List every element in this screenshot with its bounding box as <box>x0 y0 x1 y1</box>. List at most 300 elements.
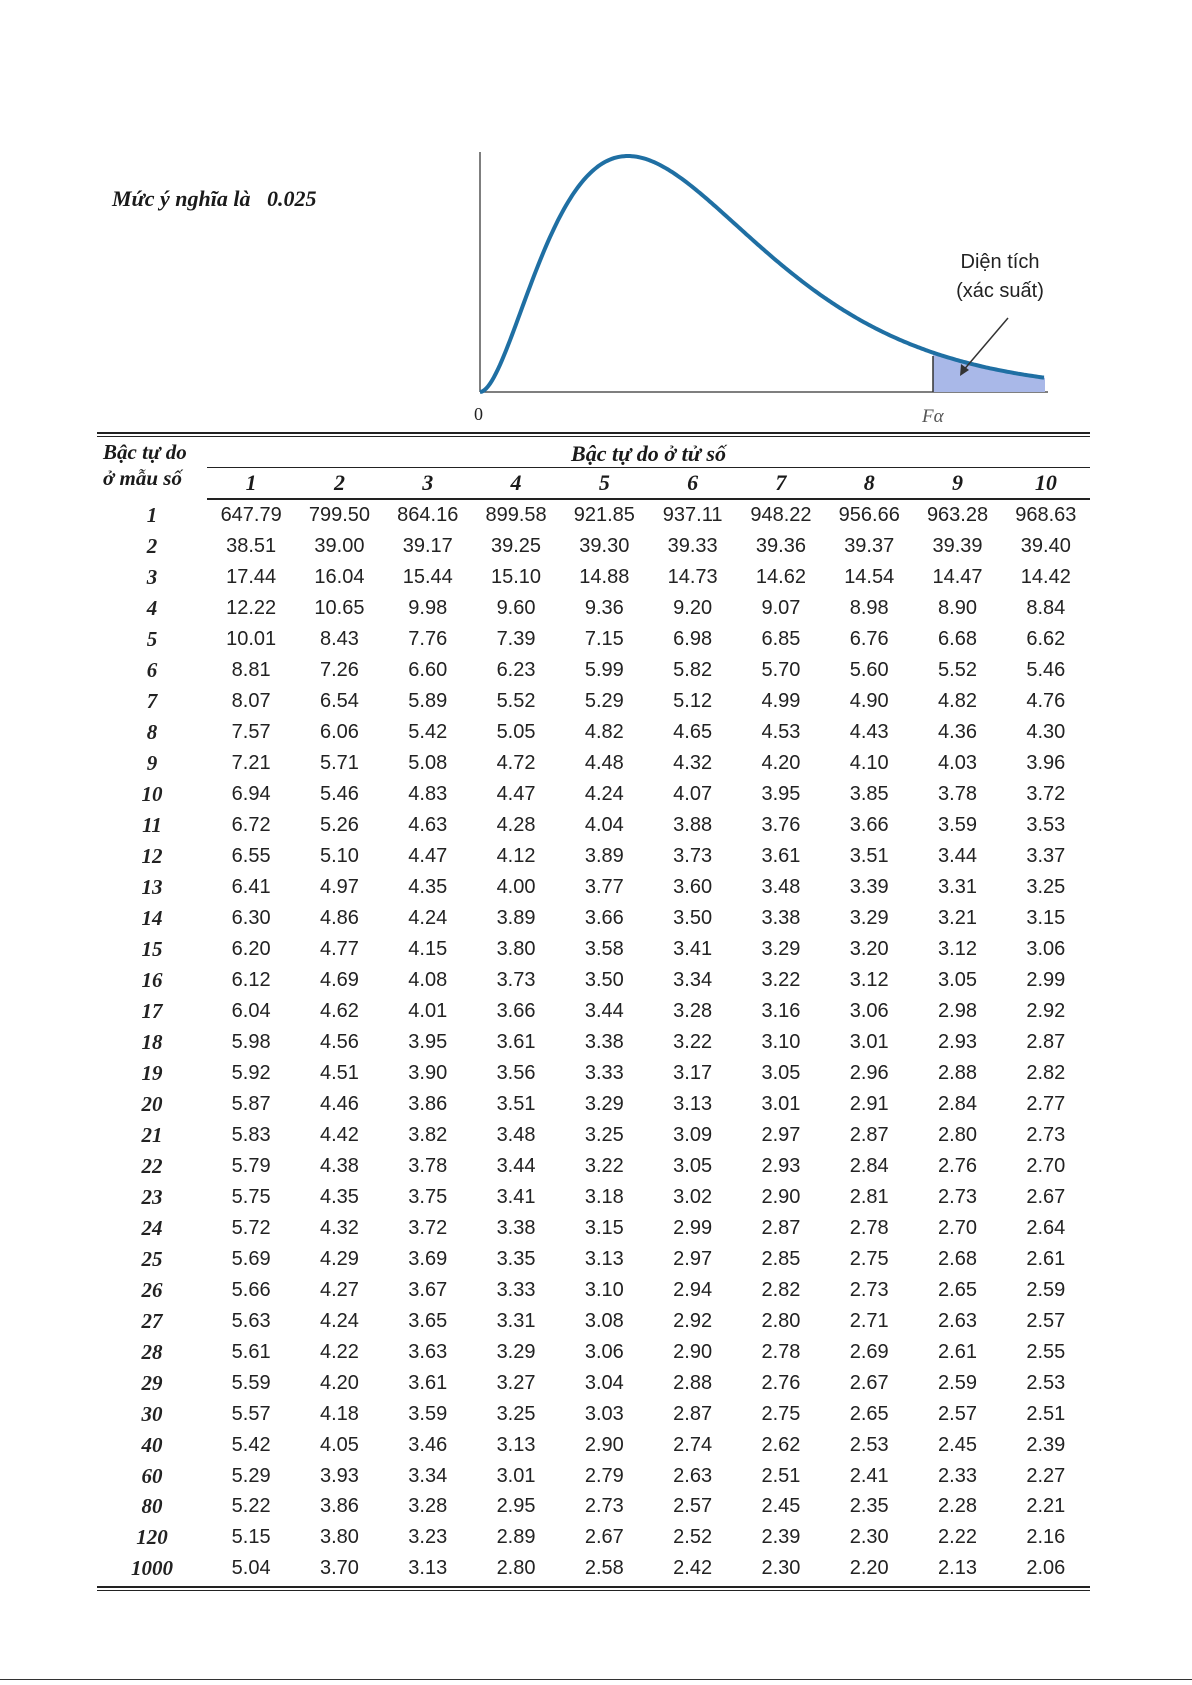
table-cell: 3.73 <box>496 969 536 992</box>
table-cell: 3.23 <box>408 1526 448 1549</box>
table-cell: 3.58 <box>584 938 624 961</box>
row-df-label: 40 <box>141 1432 163 1457</box>
table-cell: 3.85 <box>849 783 889 806</box>
table-cell: 3.10 <box>761 1030 801 1053</box>
table-cell: 3.72 <box>408 1216 448 1239</box>
table-row <box>97 841 1090 872</box>
table-cell: 7.39 <box>496 628 536 651</box>
table-cell: 3.59 <box>938 814 977 837</box>
table-cell: 7.15 <box>584 628 624 651</box>
area-label-line-2: (xác suất) <box>956 280 1044 302</box>
table-cell: 2.53 <box>849 1433 889 1456</box>
table-row <box>97 934 1090 965</box>
table-cell: 6.68 <box>938 628 977 651</box>
table-cell: 2.98 <box>938 999 977 1022</box>
table-cell: 3.80 <box>496 938 536 961</box>
table-row <box>97 1522 1090 1553</box>
table-cell: 3.34 <box>673 969 713 992</box>
table-cell: 10.01 <box>226 628 277 651</box>
row-df-label: 16 <box>141 968 163 993</box>
table-cell: 4.51 <box>319 1061 359 1084</box>
table-cell: 4.47 <box>496 783 536 806</box>
table-cell: 4.76 <box>1026 690 1066 713</box>
table-cell: 4.24 <box>408 907 448 930</box>
table-cell: 8.07 <box>231 690 271 713</box>
table-cell: 3.65 <box>408 1309 448 1332</box>
table-cell: 4.05 <box>319 1433 359 1456</box>
table-cell: 3.31 <box>496 1309 536 1332</box>
table-cell: 3.89 <box>584 845 624 868</box>
table-cell: 3.38 <box>761 907 801 930</box>
column-header: 2 <box>295 468 383 500</box>
table-cell: 8.98 <box>849 597 889 620</box>
table-cell: 3.22 <box>673 1030 713 1053</box>
table-cell: 5.59 <box>231 1371 271 1394</box>
table-cell: 6.06 <box>319 721 359 744</box>
table-cell: 3.56 <box>496 1061 536 1084</box>
table-cell: 5.83 <box>231 1123 271 1146</box>
column-header: 5 <box>560 468 648 500</box>
table-cell: 6.94 <box>231 783 271 806</box>
row-df-label: 8 <box>146 720 158 745</box>
table-cell: 2.65 <box>849 1402 889 1425</box>
table-cell: 3.96 <box>1026 752 1066 775</box>
table-row <box>97 1398 1090 1429</box>
table-cell: 2.20 <box>849 1557 889 1580</box>
table-cell: 2.57 <box>938 1402 977 1425</box>
table-cell: 2.61 <box>1026 1247 1066 1270</box>
table-cell: 2.61 <box>938 1340 977 1363</box>
table-row <box>97 1026 1090 1057</box>
table-cell: 2.68 <box>938 1247 977 1270</box>
table-cell: 3.70 <box>319 1557 359 1580</box>
table-cell: 3.95 <box>408 1030 448 1053</box>
table-cell: 3.67 <box>408 1278 448 1301</box>
table-row <box>97 1088 1090 1119</box>
table-cell: 3.08 <box>584 1309 624 1332</box>
row-df-label: 17 <box>141 998 163 1023</box>
table-cell: 3.33 <box>584 1061 624 1084</box>
table-cell: 39.37 <box>844 535 895 558</box>
table-cell: 5.46 <box>1026 659 1066 682</box>
table-cell: 2.67 <box>584 1526 624 1549</box>
table-cell: 4.35 <box>319 1185 359 1208</box>
table-cell: 3.46 <box>408 1433 448 1456</box>
table-cell: 3.15 <box>584 1216 624 1239</box>
table-cell: 4.32 <box>319 1216 359 1239</box>
table-cell: 4.20 <box>761 752 801 775</box>
table-cell: 2.62 <box>761 1433 801 1456</box>
row-df-label: 25 <box>141 1246 163 1271</box>
column-header: 1 <box>207 468 295 500</box>
table-row <box>97 1429 1090 1460</box>
row-df-label: 30 <box>141 1401 163 1426</box>
table-cell: 2.84 <box>938 1092 977 1115</box>
table-cell: 4.56 <box>319 1030 359 1053</box>
table-cell: 2.53 <box>1026 1371 1066 1394</box>
row-df-label: 14 <box>141 906 163 931</box>
table-cell: 2.63 <box>673 1464 713 1487</box>
table-cell: 9.98 <box>408 597 448 620</box>
table-cell: 948.22 <box>750 504 812 527</box>
table-cell: 3.48 <box>761 876 801 899</box>
table-cell: 4.24 <box>584 783 624 806</box>
table-cell: 4.77 <box>319 938 359 961</box>
table-cell: 4.48 <box>584 752 624 775</box>
table-cell: 2.74 <box>673 1433 713 1456</box>
table-cell: 2.69 <box>849 1340 889 1363</box>
table-cell: 6.62 <box>1026 628 1066 651</box>
row-df-label: 24 <box>141 1215 163 1240</box>
table-cell: 6.23 <box>496 659 536 682</box>
table-row <box>97 1305 1090 1336</box>
table-cell: 2.59 <box>1026 1278 1066 1301</box>
table-cell: 2.84 <box>849 1154 889 1177</box>
area-pointer-arrow <box>962 318 1008 372</box>
table-row <box>97 903 1090 934</box>
table-cell: 2.90 <box>761 1185 801 1208</box>
table-cell: 3.69 <box>408 1247 448 1270</box>
table-cell: 14.54 <box>844 566 895 589</box>
row-df-label: 5 <box>146 627 158 652</box>
table-cell: 3.88 <box>673 814 713 837</box>
row-df-label: 19 <box>141 1060 163 1085</box>
table-cell: 4.27 <box>319 1278 359 1301</box>
table-cell: 3.61 <box>408 1371 448 1394</box>
table-row <box>97 872 1090 903</box>
table-cell: 2.75 <box>849 1247 889 1270</box>
table-cell: 3.01 <box>849 1030 889 1053</box>
row-df-label: 15 <box>141 937 163 962</box>
table-row <box>97 499 1090 531</box>
table-cell: 4.18 <box>319 1402 359 1425</box>
table-row <box>97 1057 1090 1088</box>
row-df-label: 7 <box>146 689 158 714</box>
table-cell: 6.60 <box>408 659 448 682</box>
table-cell: 5.05 <box>496 721 536 744</box>
row-df-label: 22 <box>141 1153 163 1178</box>
table-cell: 5.42 <box>231 1433 271 1456</box>
column-header: 10 <box>1002 468 1090 500</box>
table-cell: 8.90 <box>938 597 977 620</box>
table-cell: 2.99 <box>673 1216 713 1239</box>
table-cell: 5.92 <box>231 1061 271 1084</box>
table-row <box>97 1336 1090 1367</box>
table-cell: 3.51 <box>496 1092 536 1115</box>
table-cell: 7.21 <box>231 752 271 775</box>
row-df-label: 23 <box>141 1184 163 1209</box>
table-cell: 6.72 <box>231 814 271 837</box>
row-df-label: 27 <box>141 1308 163 1333</box>
table-row <box>97 1553 1090 1584</box>
row-header <box>97 437 207 499</box>
table-cell: 7.57 <box>231 721 271 744</box>
table-cell: 4.38 <box>319 1154 359 1177</box>
table-cell: 5.57 <box>231 1402 271 1425</box>
table-cell: 799.50 <box>308 504 371 527</box>
table-cell: 937.11 <box>662 504 723 527</box>
table-cell: 2.59 <box>938 1371 977 1394</box>
table-cell: 3.09 <box>673 1123 713 1146</box>
table-cell: 2.81 <box>849 1185 889 1208</box>
table-cell: 2.42 <box>673 1557 713 1580</box>
table-row <box>97 1491 1090 1522</box>
table-cell: 2.96 <box>849 1061 889 1084</box>
table-cell: 2.97 <box>761 1123 801 1146</box>
table-cell: 3.82 <box>408 1123 448 1146</box>
table-cell: 39.17 <box>402 535 453 558</box>
table-cell: 39.40 <box>1020 535 1071 558</box>
table-cell: 4.30 <box>1026 721 1066 744</box>
table-cell: 2.21 <box>1026 1495 1066 1518</box>
table-cell: 2.73 <box>849 1278 889 1301</box>
row-df-label: 60 <box>141 1463 163 1488</box>
row-df-label: 10 <box>141 782 163 807</box>
table-cell: 3.05 <box>673 1154 713 1177</box>
table-cell: 3.06 <box>584 1340 624 1363</box>
table-cell: 2.99 <box>1026 969 1066 992</box>
table-cell: 2.87 <box>1026 1030 1066 1053</box>
table-cell: 2.87 <box>761 1216 801 1239</box>
table-cell: 3.59 <box>408 1402 448 1425</box>
table-cell: 3.78 <box>408 1154 448 1177</box>
table-cell: 3.66 <box>849 814 889 837</box>
table-cell: 3.44 <box>496 1154 536 1177</box>
table-cell: 2.39 <box>1026 1433 1066 1456</box>
table-row <box>97 717 1090 748</box>
table-cell: 3.41 <box>496 1185 536 1208</box>
table-row <box>97 624 1090 655</box>
table-cell: 4.01 <box>408 999 448 1022</box>
table-row <box>97 1460 1090 1491</box>
table-cell: 3.51 <box>849 845 889 868</box>
table-cell: 5.70 <box>761 659 801 682</box>
table-cell: 3.25 <box>496 1402 536 1425</box>
table-cell: 4.62 <box>319 999 359 1022</box>
table-row <box>97 1243 1090 1274</box>
table-cell: 5.82 <box>673 659 713 682</box>
table-cell: 8.43 <box>319 628 359 651</box>
table-cell: 9.07 <box>761 597 801 620</box>
table-cell: 4.15 <box>408 938 448 961</box>
table-cell: 3.76 <box>761 814 801 837</box>
table-cell: 5.69 <box>231 1247 271 1270</box>
table-cell: 2.22 <box>938 1526 977 1549</box>
row-df-label: 29 <box>141 1370 163 1395</box>
table-cell: 3.86 <box>408 1092 448 1115</box>
table-cell: 2.57 <box>673 1495 713 1518</box>
row-df-label: 1000 <box>131 1556 173 1581</box>
table-cell: 2.51 <box>761 1464 801 1487</box>
table-cell: 15.44 <box>402 566 453 589</box>
table-cell: 2.92 <box>1026 999 1066 1022</box>
table-cell: 3.28 <box>408 1495 448 1518</box>
table-cell: 3.31 <box>938 876 977 899</box>
table-cell: 3.01 <box>761 1092 801 1115</box>
table-cell: 2.89 <box>496 1526 536 1549</box>
table-cell: 2.67 <box>849 1371 889 1394</box>
table-cell: 864.16 <box>397 504 459 527</box>
table-cell: 3.01 <box>496 1464 536 1487</box>
table-cell: 4.90 <box>849 690 889 713</box>
table-cell: 6.04 <box>231 999 271 1022</box>
table-cell: 2.30 <box>849 1526 889 1549</box>
x-origin-label: 0 <box>474 404 483 424</box>
table-cell: 5.63 <box>231 1309 271 1332</box>
table-cell: 3.06 <box>1026 938 1066 961</box>
table-cell: 4.32 <box>673 752 713 775</box>
table-cell: 2.70 <box>1026 1154 1066 1177</box>
table-bottom-rule <box>97 1586 1090 1591</box>
table-cell: 5.52 <box>496 690 536 713</box>
table-cell: 16.04 <box>314 566 365 589</box>
table-cell: 3.29 <box>496 1340 536 1363</box>
table-cell: 5.75 <box>231 1185 271 1208</box>
table-cell: 5.08 <box>408 752 448 775</box>
page-footer-line <box>0 1679 1192 1680</box>
x-critical-label: Fα <box>922 406 944 427</box>
table-cell: 2.90 <box>673 1340 713 1363</box>
table-cell: 5.79 <box>231 1154 271 1177</box>
table-row <box>97 810 1090 841</box>
table-cell: 3.34 <box>408 1464 448 1487</box>
table-cell: 5.61 <box>231 1340 271 1363</box>
table-cell: 4.63 <box>408 814 448 837</box>
table-cell: 6.85 <box>761 628 801 651</box>
table-cell: 4.99 <box>761 690 801 713</box>
table-cell: 4.00 <box>496 876 536 899</box>
table-cell: 3.48 <box>496 1123 536 1146</box>
table-cell: 2.76 <box>938 1154 977 1177</box>
table-cell: 3.53 <box>1026 814 1066 837</box>
table-cell: 3.25 <box>1026 876 1066 899</box>
row-df-label: 26 <box>141 1277 163 1302</box>
table-cell: 4.08 <box>408 969 448 992</box>
table-cell: 2.70 <box>938 1216 977 1239</box>
column-header: 7 <box>737 468 825 500</box>
table-cell: 39.00 <box>314 535 365 558</box>
table-cell: 8.84 <box>1026 597 1066 620</box>
table-cell: 3.10 <box>584 1278 624 1301</box>
column-header: 9 <box>913 468 1001 500</box>
table-cell: 3.95 <box>761 783 801 806</box>
table-cell: 4.82 <box>938 690 977 713</box>
table-cell: 14.73 <box>667 566 718 589</box>
significance-label: Mức ý nghĩa là <box>112 186 251 211</box>
table-cell: 4.97 <box>319 876 359 899</box>
table-cell: 3.35 <box>496 1247 536 1270</box>
table-cell: 4.29 <box>319 1247 359 1270</box>
table-cell: 2.58 <box>584 1557 624 1580</box>
table-cell: 2.90 <box>584 1433 624 1456</box>
table-cell: 2.67 <box>1026 1185 1066 1208</box>
table-cell: 4.10 <box>849 752 889 775</box>
table-cell: 2.16 <box>1026 1526 1066 1549</box>
table-cell: 5.72 <box>231 1216 271 1239</box>
table-cell: 2.13 <box>938 1557 977 1580</box>
table-cell: 14.42 <box>1020 566 1071 589</box>
table-cell: 9.36 <box>584 597 624 620</box>
table-cell: 3.61 <box>761 845 801 868</box>
table-cell: 3.18 <box>584 1185 624 1208</box>
table-cell: 2.93 <box>761 1154 801 1177</box>
table-cell: 10.65 <box>314 597 365 620</box>
table-cell: 3.27 <box>496 1371 536 1394</box>
table-cell: 2.80 <box>761 1309 801 1332</box>
table-cell: 3.22 <box>584 1154 624 1177</box>
table-cell: 3.77 <box>584 876 624 899</box>
table-row <box>97 1119 1090 1150</box>
table-cell: 2.88 <box>938 1061 977 1084</box>
row-df-label: 18 <box>141 1029 163 1054</box>
table-row <box>97 1274 1090 1305</box>
table-cell: 2.73 <box>938 1185 977 1208</box>
row-df-label: 12 <box>141 844 163 869</box>
table-cell: 3.66 <box>496 999 536 1022</box>
table-cell: 5.26 <box>319 814 359 837</box>
table-cell: 39.33 <box>667 535 718 558</box>
table-cell: 3.39 <box>849 876 889 899</box>
row-df-label: 9 <box>146 751 158 776</box>
table-cell: 5.52 <box>938 659 977 682</box>
row-df-label: 20 <box>141 1091 163 1116</box>
table-cell: 3.50 <box>673 907 713 930</box>
table-cell: 4.12 <box>496 845 536 868</box>
table-cell: 2.41 <box>849 1464 889 1487</box>
table-cell: 5.98 <box>231 1030 271 1053</box>
table-cell: 4.83 <box>408 783 448 806</box>
table-cell: 2.33 <box>938 1464 977 1487</box>
table-cell: 5.89 <box>408 690 448 713</box>
table-cell: 5.71 <box>319 752 359 775</box>
table-cell: 3.75 <box>408 1185 448 1208</box>
table-cell: 5.66 <box>231 1278 271 1301</box>
table-cell: 6.55 <box>231 845 271 868</box>
table-cell: 5.99 <box>584 659 624 682</box>
table-cell: 2.45 <box>761 1495 801 1518</box>
row-df-label: 120 <box>136 1525 168 1550</box>
table-cell: 2.39 <box>761 1526 801 1549</box>
table-cell: 5.60 <box>849 659 889 682</box>
table-cell: 3.12 <box>938 938 977 961</box>
table-cell: 3.05 <box>938 969 977 992</box>
table-row <box>97 1212 1090 1243</box>
row-df-label: 1 <box>146 502 158 527</box>
table-cell: 3.44 <box>938 845 977 868</box>
significance-value: 0.025 <box>266 186 317 211</box>
row-df-label: 13 <box>141 875 163 900</box>
table-row <box>97 779 1090 810</box>
table-row <box>97 686 1090 717</box>
column-header: 3 <box>384 468 472 500</box>
table-row <box>97 748 1090 779</box>
table-cell: 2.73 <box>584 1495 624 1518</box>
table-cell: 968.63 <box>1015 504 1077 527</box>
table-cell: 3.37 <box>1026 845 1066 868</box>
table-cell: 2.77 <box>1026 1092 1066 1115</box>
table-cell: 8.81 <box>231 659 271 682</box>
table-cell: 3.38 <box>584 1030 624 1053</box>
table-cell: 2.52 <box>673 1526 713 1549</box>
table-cell: 2.06 <box>1026 1557 1066 1580</box>
table-cell: 963.28 <box>926 504 989 527</box>
table-cell: 2.63 <box>938 1309 977 1332</box>
table-cell: 3.86 <box>319 1495 359 1518</box>
table-cell: 4.07 <box>673 783 713 806</box>
table-cell: 2.76 <box>761 1371 801 1394</box>
table-cell: 2.87 <box>673 1402 713 1425</box>
table-cell: 14.88 <box>579 566 630 589</box>
